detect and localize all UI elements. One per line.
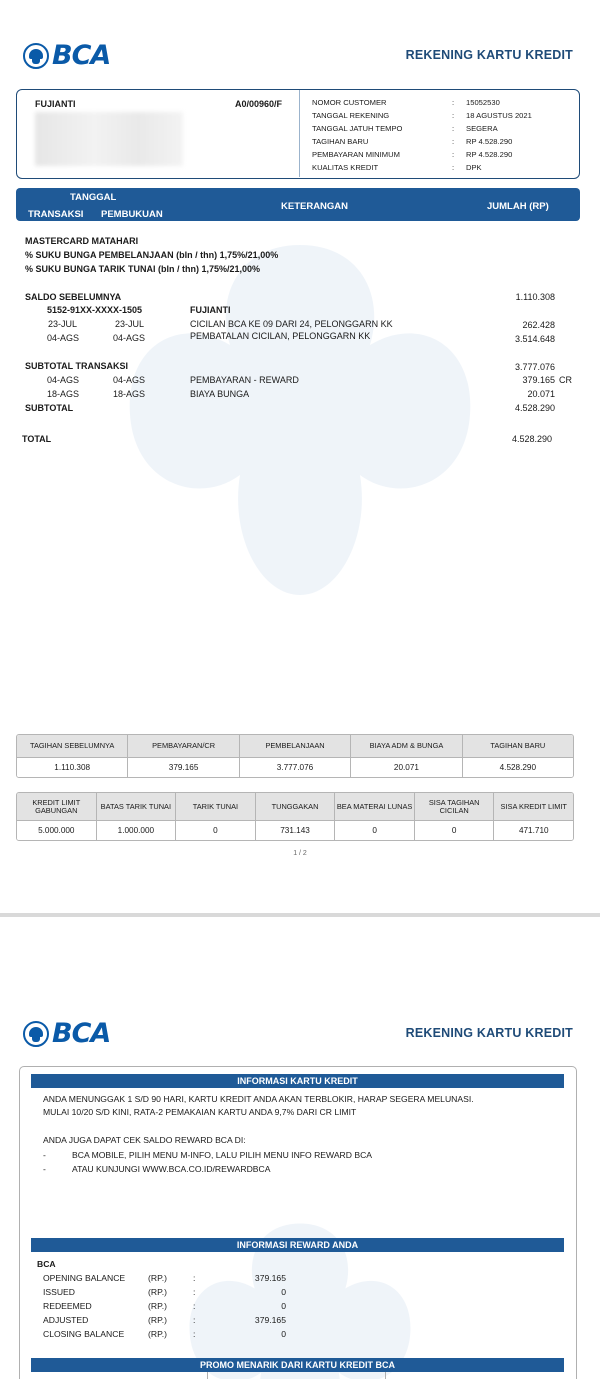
reward-brand: BCA xyxy=(37,1259,56,1269)
limit-value: 0 xyxy=(334,821,414,840)
bca-emblem-icon xyxy=(23,1021,49,1047)
document-title: REKENING KARTU KREDIT xyxy=(405,1026,573,1040)
customer-code: A0/00960/F xyxy=(235,99,283,109)
trx-amount: 379.165 xyxy=(522,375,555,385)
summary-value: 379.165 xyxy=(127,758,238,777)
summary-table-2 xyxy=(16,792,574,841)
limit-header: TARIK TUNAI xyxy=(175,793,255,820)
summary-header: PEMBAYARAN/CR xyxy=(127,735,238,757)
limit-header: TUNGGAKAN xyxy=(255,793,335,820)
field-colon: : xyxy=(452,98,455,107)
col-keterangan: KETERANGAN xyxy=(281,201,349,212)
limit-header: BEA MATERAI LUNAS xyxy=(334,793,414,820)
reward-value: 379.165 xyxy=(254,1315,286,1325)
subtotal-value: 4.528.290 xyxy=(514,403,555,413)
reward-unit: (RP.) xyxy=(148,1315,167,1325)
summary-value-row xyxy=(17,757,573,777)
reward-label: CLOSING BALANCE xyxy=(43,1329,125,1339)
reward-value: 0 xyxy=(281,1301,286,1311)
saldo-value: 1.110.308 xyxy=(515,292,555,302)
card-name: MASTERCARD MATAHARI xyxy=(25,236,139,246)
summary-header: PEMBELANJAAN xyxy=(239,735,350,757)
trx-date: 23-JUL xyxy=(48,319,78,329)
reward-value: 0 xyxy=(281,1329,286,1339)
transaction-table-header xyxy=(16,188,580,221)
limit-value: 1.000.000 xyxy=(96,821,176,840)
info-text: ANDA MENUNGGAK 1 S/D 90 HARI, KARTU KREDIT ANDA AKAN TERBLOKIR, HARAP SEGERA MELUNASI. xyxy=(43,1094,474,1104)
trx-desc: PEMBATALAN CICILAN, PELONGGARN KK xyxy=(190,331,371,341)
bullet-text: ATAU KUNJUNGI WWW.BCA.CO.ID/REWARDBCA xyxy=(72,1164,271,1174)
reward-colon: : xyxy=(193,1301,196,1311)
field-label: TAGIHAN BARU xyxy=(312,137,369,146)
bca-watermark-icon xyxy=(120,235,480,605)
field-colon: : xyxy=(452,111,455,120)
rate-belanja: % SUKU BUNGA PEMBELANJAAN (bln / thn) 1,75%/21,00% xyxy=(25,250,279,260)
trx-amount: 20.071 xyxy=(527,389,555,399)
reward-label: ADJUSTED xyxy=(43,1315,89,1325)
field-colon: : xyxy=(452,163,455,172)
col-jumlah: JUMLAH (RP) xyxy=(487,201,549,212)
col-pembukuan: PEMBUKUAN xyxy=(101,209,163,220)
credit-marker: CR xyxy=(559,375,572,385)
card-number: 5152-91XX-XXXX-1505 xyxy=(47,305,143,315)
page-number: 1 / 2 xyxy=(293,850,307,857)
reward-label: OPENING BALANCE xyxy=(43,1273,126,1283)
limit-header: KREDIT LIMIT GABUNGAN xyxy=(32,797,81,815)
subtotal-transaksi-label: SUBTOTAL TRANSAKSI xyxy=(25,361,129,371)
trx-desc: PEMBAYARAN - REWARD xyxy=(190,375,299,385)
promo-header: PROMO MENARIK DARI KARTU KREDIT BCA xyxy=(31,1358,564,1372)
limit-header: SISA TAGIHAN CICILAN xyxy=(414,793,494,820)
promo-divider xyxy=(207,1372,208,1379)
trx-desc: CICILAN BCA KE 09 DARI 24, PELONGGARN KK xyxy=(190,319,393,329)
subtotal-label: SUBTOTAL xyxy=(25,403,74,413)
bca-emblem-icon xyxy=(23,43,49,69)
col-transaksi: TRANSAKSI xyxy=(28,209,84,220)
field-colon: : xyxy=(452,124,455,133)
limit-header: BATAS TARIK TUNAI xyxy=(96,793,176,820)
bullet-text: BCA MOBILE, PILIH MENU M-INFO, LALU PILIH MENU INFO REWARD BCA xyxy=(72,1150,373,1160)
summary-header-row xyxy=(17,735,573,757)
field-label: PEMBAYARAN MINIMUM xyxy=(312,150,400,159)
summary-value: 4.528.290 xyxy=(462,758,573,777)
logo-text: BCA xyxy=(52,1018,111,1049)
field-value: RP 4.528.290 xyxy=(466,150,513,159)
summary-header: BIAYA ADM & BUNGA xyxy=(350,735,461,757)
field-colon: : xyxy=(452,137,455,146)
reward-unit: (RP.) xyxy=(148,1287,167,1297)
reward-unit: (RP.) xyxy=(148,1273,167,1283)
summary-value: 20.071 xyxy=(350,758,461,777)
summary-value: 1.110.308 xyxy=(54,762,91,772)
reward-label: ISSUED xyxy=(43,1287,75,1297)
summary-header: TAGIHAN SEBELUMNYA xyxy=(30,741,115,750)
limit-value-row xyxy=(17,820,573,840)
book-date: 04-AGS xyxy=(113,333,146,343)
reward-value: 0 xyxy=(281,1287,286,1297)
reward-unit: (RP.) xyxy=(148,1301,167,1311)
bca-logo xyxy=(23,40,110,71)
field-label: KUALITAS KREDIT xyxy=(312,163,379,172)
card-holder: FUJIANTI xyxy=(190,305,231,315)
redacted-address xyxy=(35,112,183,166)
field-label: NOMOR CUSTOMER xyxy=(312,98,387,107)
limit-value: 5.000.000 xyxy=(38,825,75,835)
trx-date: 18-AGS xyxy=(47,389,80,399)
rate-tunai: % SUKU BUNGA TARIK TUNAI (bln / thn) 1,75%/21,00% xyxy=(25,264,261,274)
limit-value: 471.710 xyxy=(493,821,573,840)
total-value: 4.528.290 xyxy=(511,434,552,444)
bullet-dash: - xyxy=(43,1164,46,1174)
limit-value: 0 xyxy=(175,821,255,840)
document-title: REKENING KARTU KREDIT xyxy=(405,48,573,62)
book-date: 04-AGS xyxy=(113,375,146,385)
reward-colon: : xyxy=(193,1273,196,1283)
reward-label: REDEEMED xyxy=(43,1301,92,1311)
field-colon: : xyxy=(452,150,455,159)
field-label: TANGGAL REKENING xyxy=(312,111,390,120)
field-value: 18 AGUSTUS 2021 xyxy=(466,111,532,120)
logo-text: BCA xyxy=(52,40,111,71)
saldo-label: SALDO SEBELUMNYA xyxy=(25,292,122,302)
info-text: MULAI 10/20 S/D KINI, RATA-2 PEMAKAIAN KARTU ANDA 9,7% DARI CR LIMIT xyxy=(43,1107,357,1117)
customer-name: FUJIANTI xyxy=(35,99,76,109)
customer-info-box xyxy=(16,89,580,179)
reward-colon: : xyxy=(193,1287,196,1297)
info-kartu-kredit-header: INFORMASI KARTU KREDIT xyxy=(31,1074,564,1088)
reward-value: 379.165 xyxy=(254,1273,286,1283)
summary-header: TAGIHAN BARU xyxy=(462,735,573,757)
field-value: RP 4.528.290 xyxy=(466,137,513,146)
limit-value: 731.143 xyxy=(255,821,335,840)
statement-page-2 xyxy=(0,917,600,1379)
divider xyxy=(299,90,300,177)
field-value: 15052530 xyxy=(466,98,500,107)
book-date: 23-JUL xyxy=(115,319,145,329)
field-value: SEGERA xyxy=(466,124,498,133)
trx-amount: 3.514.648 xyxy=(514,334,555,344)
limit-header-row xyxy=(17,793,573,820)
summary-table-1 xyxy=(16,734,574,778)
field-value: DPK xyxy=(466,163,482,172)
summary-value: 3.777.076 xyxy=(239,758,350,777)
trx-date: 04-AGS xyxy=(47,375,80,385)
trx-date: 04-AGS xyxy=(47,333,80,343)
book-date: 18-AGS xyxy=(113,389,146,399)
info-reward-header: INFORMASI REWARD ANDA xyxy=(31,1238,564,1252)
reward-colon: : xyxy=(193,1329,196,1339)
limit-header: SISA KREDIT LIMIT xyxy=(493,793,573,820)
info-text: ANDA JUGA DAPAT CEK SALDO REWARD BCA DI: xyxy=(43,1135,246,1145)
bca-logo xyxy=(23,1018,110,1049)
col-tanggal: TANGGAL xyxy=(70,192,117,203)
trx-desc: BIAYA BUNGA xyxy=(190,389,250,399)
reward-colon: : xyxy=(193,1315,196,1325)
total-label: TOTAL xyxy=(22,434,52,444)
field-label: TANGGAL JATUH TEMPO xyxy=(312,124,403,133)
reward-unit: (RP.) xyxy=(148,1329,167,1339)
limit-value: 0 xyxy=(414,821,494,840)
promo-divider xyxy=(385,1372,386,1379)
trx-amount: 262.428 xyxy=(522,320,555,330)
subtotal-transaksi-value: 3.777.076 xyxy=(514,362,555,372)
bullet-dash: - xyxy=(43,1150,46,1160)
